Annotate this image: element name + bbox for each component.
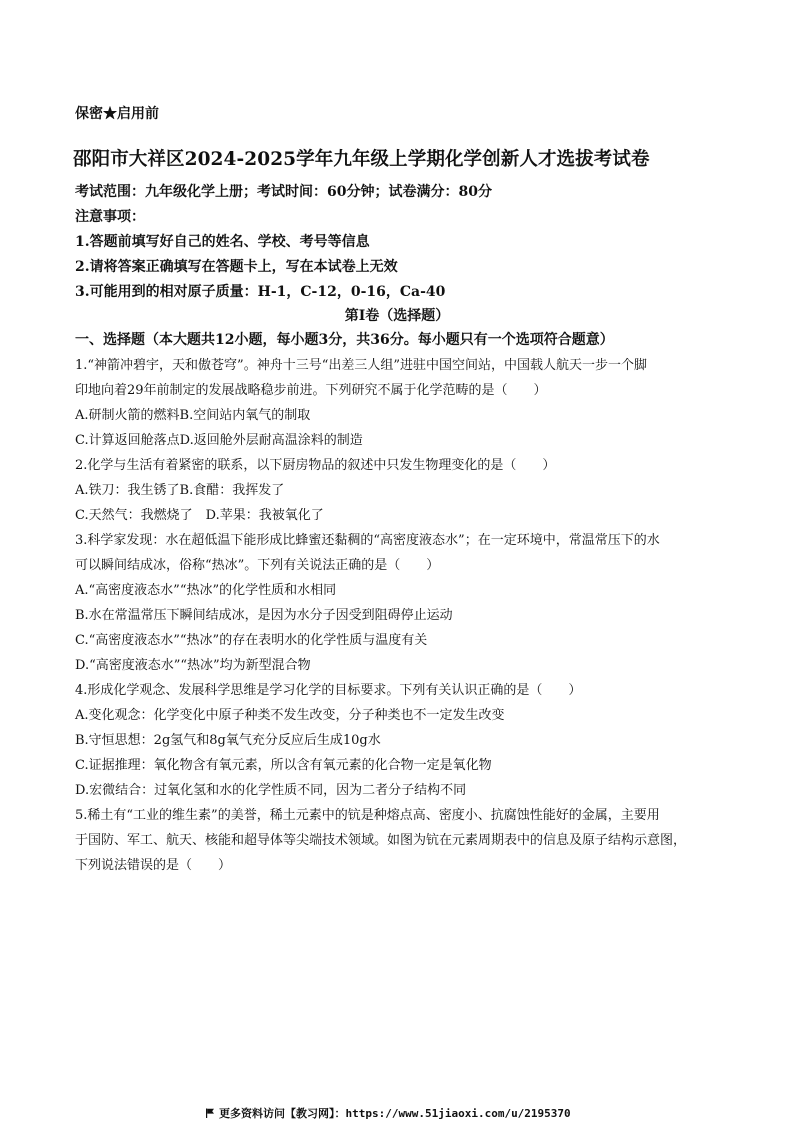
- question-4-option: C.证据推理：氧化物含有氧元素，所以含有氧元素的化合物一定是氧化物: [75, 758, 492, 773]
- volume-title: 第Ⅰ卷（选择题）: [344, 308, 450, 324]
- note-item: 2.请将答案正确填写在答题卡上，写在本试卷上无效: [75, 259, 398, 275]
- question-5-stem: 于国防、军工、航天、核能和超导体等尖端技术领域。如图为钪在元素周期表中的信息及原子结构示意图，: [75, 833, 687, 848]
- question-4-option: D.宏微结合：过氧化氢和水的化学性质不同，因为二者分子结构不同: [75, 783, 467, 798]
- footer-text: 更多资料访问【教习网】：https://www.51jiaoxi.com/u/2195370: [219, 1107, 571, 1120]
- notes-heading: 注意事项：: [75, 209, 145, 225]
- question-2-stem: 2.化学与生活有着紧密的联系，以下厨房物品的叙述中只发生物理变化的是（ ）: [75, 458, 556, 473]
- confidential-label: 保密★启用前: [75, 106, 159, 122]
- question-1-option: A.研制火箭的燃料B.空间站内氧气的制取: [75, 408, 311, 423]
- question-1-stem: 印地向着29年前制定的发展战略稳步前进。下列研究不属于化学范畴的是（ ）: [75, 383, 547, 398]
- question-1-option: C.计算返回舱落点D.返回舱外层耐高温涂料的制造: [75, 433, 363, 448]
- question-4-stem: 4.形成化学观念、发展科学思维是学习化学的目标要求。下列有关认识正确的是（ ）: [75, 683, 582, 698]
- question-3-stem: 可以瞬间结成冰，俗称“热冰”。下列有关说法正确的是（ ）: [75, 558, 440, 573]
- note-item: 1.答题前填写好自己的姓名、学校、考号等信息: [75, 234, 370, 250]
- section-title: 一、选择题（本大题共12小题，每小题3分，共36分。每小题只有一个选项符合题意）: [75, 332, 614, 348]
- question-3-option: B.水在常温常压下瞬间结成冰，是因为水分子因受到阻碍停止运动: [75, 608, 453, 623]
- question-3-option: C.“高密度液态水”“热冰”的存在表明水的化学性质与温度有关: [75, 633, 428, 648]
- footer-link[interactable]: [205, 1105, 571, 1121]
- question-4-option: A.变化观念：化学变化中原子种类不发生改变，分子种类也不一定发生改变: [75, 708, 505, 723]
- question-2-option: A.铁刀：我生锈了B.食醋：我挥发了: [75, 483, 285, 498]
- flag-icon: [205, 1108, 215, 1118]
- exam-info: 考试范围：九年级化学上册；考试时间：60分钟；试卷满分：80分: [75, 184, 492, 200]
- question-4-option: B.守恒思想：2g氢气和8g氧气充分反应后生成10g水: [75, 733, 381, 748]
- question-3-option: A.“高密度液态水”“热冰”的化学性质和水相同: [75, 583, 337, 598]
- question-1-stem: 1.“神箭冲碧宇，天和傲苍穹”。神舟十三号“出差三人组”进驻中国空间站，中国载人航天一步一个脚: [75, 358, 647, 373]
- question-5-stem: 下列说法错误的是（ ）: [75, 858, 232, 873]
- page-title: 邵阳市大祥区2024-2025学年九年级上学期化学创新人才选拔考试卷: [73, 149, 650, 170]
- question-5-stem: 5.稀土有“工业的维生素”的美誉，稀土元素中的钪是种熔点高、密度小、抗腐蚀性能好的金属，主要用: [75, 808, 660, 823]
- question-3-stem: 3.科学家发现：水在超低温下能形成比蜂蜜还黏稠的“高密度液态水”；在一定环境中，常温常压下的水: [75, 533, 660, 548]
- question-2-option: C.天然气：我燃烧了 D.苹果：我被氧化了: [75, 508, 324, 523]
- question-3-option: D.“高密度液态水”“热冰”均为新型混合物: [75, 658, 311, 673]
- note-item: 3.可能用到的相对原子质量：H-1，C-12，0-16，Ca-40: [75, 284, 446, 300]
